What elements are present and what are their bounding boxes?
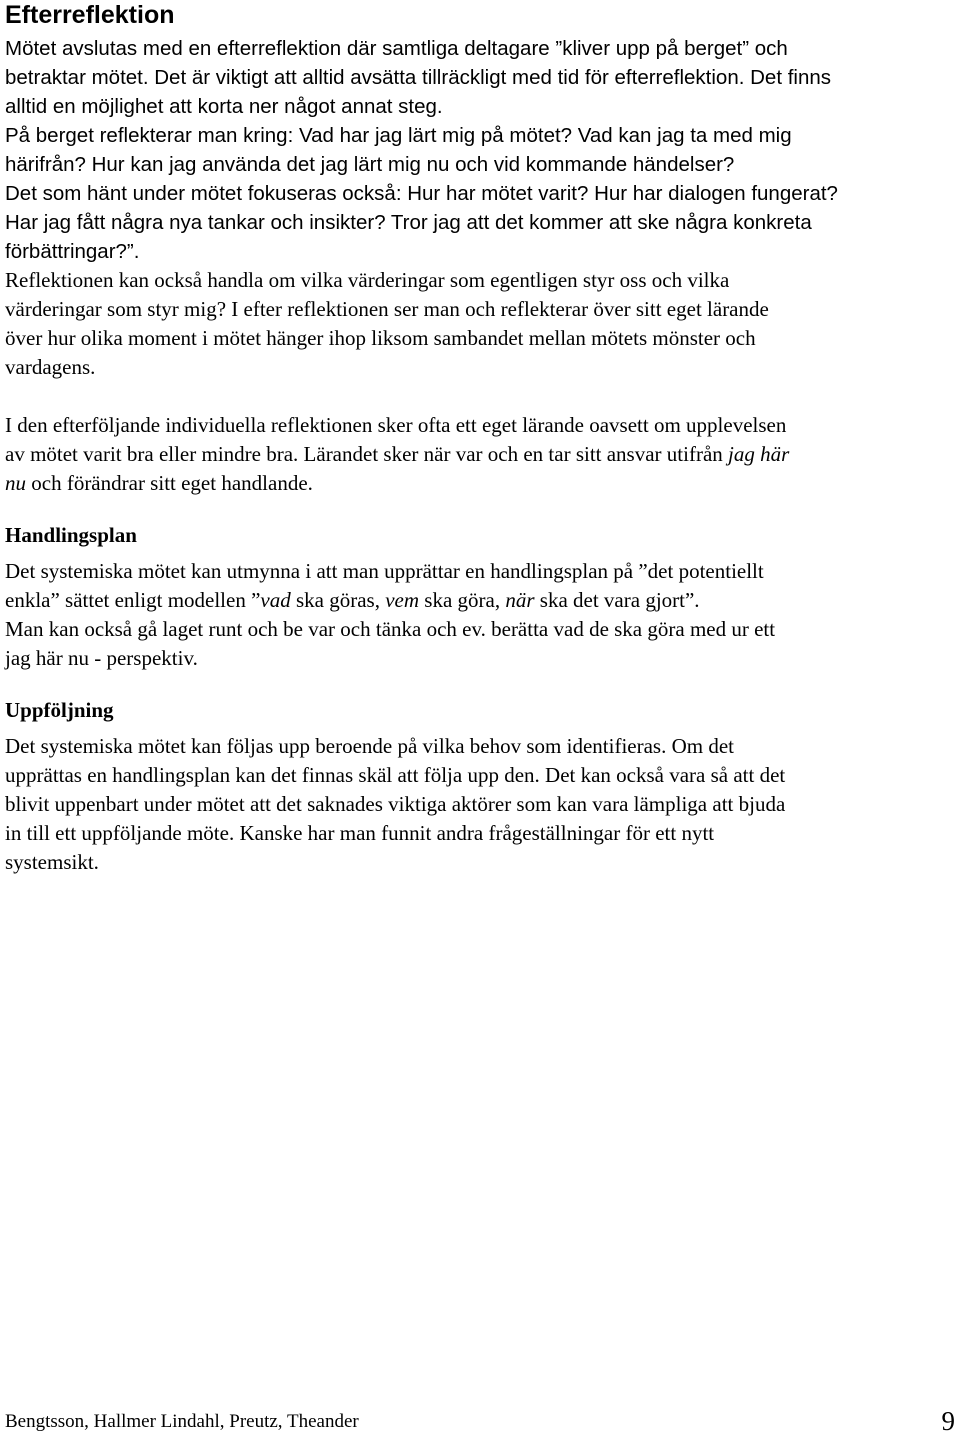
heading-handlingsplan: Handlingsplan (5, 523, 137, 547)
emphasis-text: vad (260, 588, 291, 612)
emphasis-text: vem (385, 588, 420, 612)
body-line: Det som hänt under mötet fokuseras också: Hur har mötet varit? Hur har dialogen fungerat? (5, 182, 838, 205)
text-run: ska det vara gjort”. (534, 588, 700, 612)
body-line: I den efterföljande individuella reflektionen sker ofta ett eget lärande oavsett om upplevelsen (5, 413, 787, 437)
heading-efterreflektion: Efterreflektion (5, 1, 175, 29)
body-line (5, 469, 957, 498)
emphasis-text: jag här (728, 442, 790, 466)
body-line: in till ett uppföljande möte. Kanske har man funnit andra frågeställningar för ett nytt (5, 821, 715, 845)
emphasis-text: nu (5, 471, 26, 495)
body-line: blivit uppenbart under mötet att det saknades viktiga aktörer som kan vara lämpliga att bjuda (5, 792, 786, 816)
body-line: värderingar som styr mig? I efter reflektionen ser man och reflekterar över sitt eget lärande (5, 297, 769, 321)
text-run: enkla” sättet enligt modellen ” (5, 588, 261, 612)
heading-uppfoljning: Uppföljning (5, 698, 114, 722)
body-line: Man kan också gå laget runt och be var och tänka och ev. berätta vad de ska göra med ur ett (5, 617, 776, 641)
body-line: Reflektionen kan också handla om vilka värderingar som egentligen styr oss och vilka (5, 268, 730, 292)
efterreflektion-body (5, 34, 957, 266)
body-line: Det systemiska mötet kan följas upp beroende på vilka behov som identifieras. Om det (5, 734, 734, 758)
paragraph-gap (5, 382, 957, 411)
body-line: vardagens. (5, 355, 96, 379)
paragraph-gap (5, 673, 957, 696)
text-run: ska göras, (290, 588, 386, 612)
body-line: över hur olika moment i mötet hänger ihop liksom sambandet mellan mötets mönster och (5, 326, 756, 350)
reflection-values-body (5, 266, 957, 877)
body-line (5, 586, 957, 615)
body-line: systemsikt. (5, 850, 99, 874)
page-footer (5, 1408, 955, 1440)
emphasis-text: när (505, 588, 535, 612)
footer-authors: Bengtsson, Hallmer Lindahl, Preutz, Theander (5, 1411, 359, 1432)
heading-gap (5, 550, 957, 557)
body-line (5, 440, 957, 469)
body-line: Mötet avslutas med en efterreflektion där samtliga deltagare ”kliver upp på berget” och (5, 37, 788, 60)
text-run: ska göra, (419, 588, 506, 612)
body-line: jag här nu - perspektiv. (5, 646, 198, 670)
body-line: härifrån? Hur kan jag använda det jag lärt mig nu och vid kommande händelser? (5, 153, 735, 176)
body-line: betraktar mötet. Det är viktigt att alltid avsätta tillräckligt med tid för efterreflektion. Det finns (5, 66, 832, 89)
text-run: och förändrar sitt eget handlande. (26, 471, 313, 495)
body-line: upprättas en handlingsplan kan det finnas skäl att följa upp den. Det kan också vara så att det (5, 763, 786, 787)
document-page (5, 0, 957, 877)
body-line: alltid en möjlighet att korta ner något annat steg. (5, 95, 443, 118)
body-line: förbättringar?”. (5, 240, 140, 263)
heading-gap (5, 725, 957, 732)
paragraph-gap (5, 498, 957, 521)
body-line: Det systemiska mötet kan utmynna i att man upprättar en handlingsplan på ”det potentiellt (5, 559, 764, 583)
body-line: På berget reflekterar man kring: Vad har jag lärt mig på mötet? Vad kan jag ta med mig (5, 124, 792, 147)
page-number: 9 (941, 1406, 955, 1436)
text-run: av mötet varit bra eller mindre bra. Lärandet sker när var och en tar sitt ansvar utifrån (5, 442, 729, 466)
body-line: Har jag fått några nya tankar och insikter? Tror jag att det kommer att ske några konkreta (5, 211, 812, 234)
